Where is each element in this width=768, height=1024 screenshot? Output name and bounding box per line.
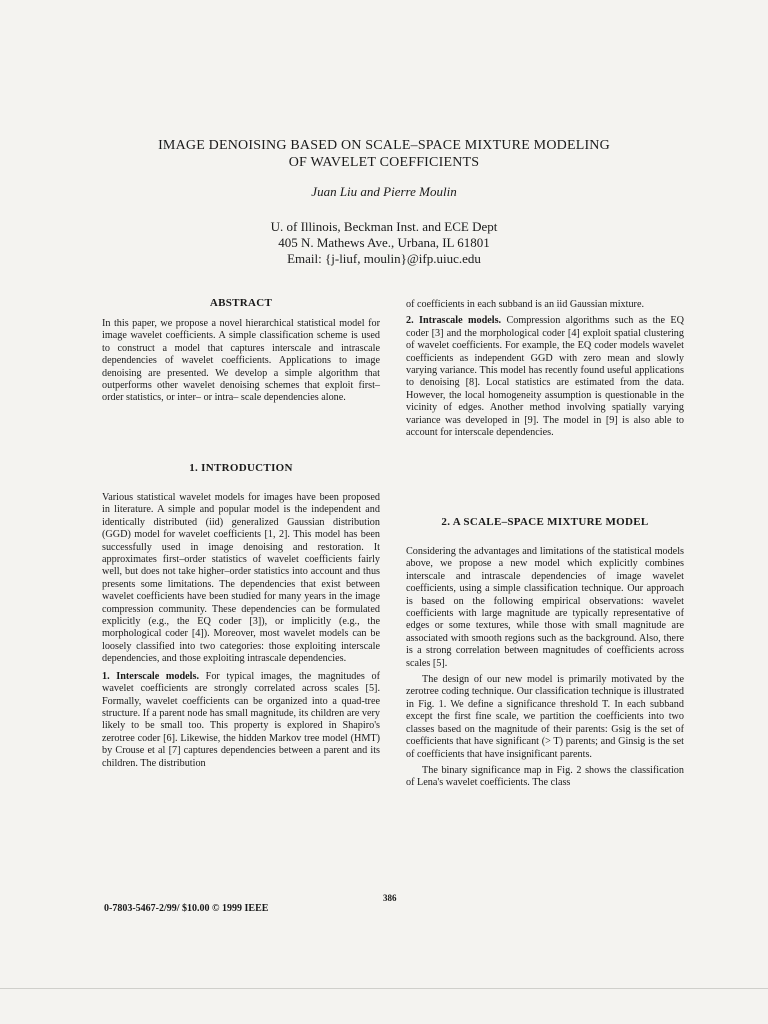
affiliation-email: Email: {j-liuf, moulin}@ifp.uiuc.edu	[287, 251, 481, 266]
paper-title	[60, 137, 708, 171]
interscale-lead: 1. Interscale models.	[102, 670, 200, 682]
section2-heading-block	[406, 516, 684, 528]
affiliation	[0, 219, 768, 267]
page-bottom-edge	[0, 988, 768, 989]
right-column-top	[406, 299, 684, 439]
affiliation-line-1: U. of Illinois, Beckman Inst. and ECE Dept	[270, 219, 498, 234]
copyright-notice: 0-7803-5467-2/99/ $10.00 © 1999 IEEE	[104, 903, 269, 914]
title-line-2: OF WAVELET COEFFICIENTS	[288, 155, 480, 170]
intrascale-lead: 2. Intrascale models.	[406, 315, 502, 327]
intro-heading-block	[102, 462, 380, 474]
interscale-text: For typical images, the magnitudes of wavelet coefficients are strongly correlated across scales [5]. Formally, wavelet coefficients can be organized into a quad-tree structure. If a parent node has small magnitude, its children are very likely to be small too. This property is explored in Shapiro's zerotree coder [6]. Likewise, the hidden Markov tree model (HMT) by Crouse et al [7] captures dependencies between a parent and its children. The distribution	[102, 670, 380, 769]
author-list: Juan Liu and Pierre Moulin	[311, 184, 457, 199]
page-number: 386	[383, 893, 397, 903]
abstract-text: In this paper, we propose a novel hierarchical statistical model for image wavelet coefficients. A simple classification scheme is used to construct a model that captures interscale and intrascale dependencies of wavelet coefficients. Applications to image denoising are presented. We develop a simple algorithm that outperforms other wavelet denoising schemes that exploit first–order statistics, or inter– or intra– scale dependencies alone.	[102, 318, 380, 404]
intrascale-paragraph	[406, 315, 684, 439]
section2-heading: 2. A SCALE–SPACE MIXTURE MODEL	[441, 516, 649, 528]
section2-paragraph-3: The binary significance map in Fig. 2 shows the classification of Lena's wavelet coefficients. The class	[406, 764, 684, 789]
abstract-body	[102, 318, 380, 405]
affiliation-line-2: 405 N. Mathews Ave., Urbana, IL 61801	[278, 235, 490, 250]
intro-continuation: of coefficients in each subband is an iid Gaussian mixture.	[406, 299, 645, 310]
abstract-heading: ABSTRACT	[209, 297, 273, 309]
intro-body	[102, 492, 380, 770]
intro-paragraph-2	[102, 671, 380, 770]
section2-paragraph-2: The design of our new model is primarily motivated by the zerotree coding technique. Our classification technique is illustrated in Fig. 1. We define a significance threshold T. In each subband except the first fine scale, we partition the coefficients into two classes based on the magnitude of their parents: Gsig is the set of coefficients that have significant (> T) parents; and Ginsig is the set of coefficients that have insignificant parents.	[406, 674, 684, 760]
section2-paragraph-1: Considering the advantages and limitations of the statistical models above, we propose a new model which explicitly combines interscale and intrascale dependencies of image wavelet coefficients, using a simple classification technique. Our approach is based on the following empirical observations: wavelet coefficients with large magnitude are typically representative of edges or some textures, while those with small magnitude are associated with smooth regions such as the background. Also, there is a strong correlation between magnitudes of coefficients across scales [5].	[406, 546, 684, 669]
abstract-heading-block	[102, 297, 380, 309]
intro-paragraph-1: Various statistical wavelet models for images have been proposed in literature. A simple and popular model is the independent and identically distributed (iid) generalized Gaussian distribution (GGD) model for wavelet coefficients [1, 2]. This model has been successfully used in image denoising and restoration. It approximates first–order statistics of wavelet coefficients fairly well, but does not take higher–order statistics into account and thus presents some limitations. The dependencies that exist between wavelet coefficients have been studied for many years in the image compression community. These dependencies can be formulated explicitly (e.g., the EQ coder [3]), or implicitly (e.g., the morphological coder [4]). Moreover, most wavelet models can be loosely classified into two categories: those exploiting interscale dependencies, and those exploiting intrascale dependencies.	[102, 492, 380, 665]
intro-heading: 1. INTRODUCTION	[189, 462, 293, 474]
intrascale-text: Compression algorithms such as the EQ coder [3] and the morphological coder [4] exploit spatial clustering of wavelet coefficients. For example, the EQ coder models wavelet coefficients as independent GGD with zero mean and slowly varying variance. This model has recently found useful applications to denoising [8]. Local statistics are estimated from the data. However, the local homogeneity assumption is questionable in the vicinity of edges. Another method involving spatially varying variance was developed in [9]. The model in [9] is also able to account for interscale dependencies.	[406, 315, 685, 439]
section2-body	[406, 546, 684, 790]
title-line-1: IMAGE DENOISING BASED ON SCALE–SPACE MIXTURE MODELING	[158, 138, 610, 153]
